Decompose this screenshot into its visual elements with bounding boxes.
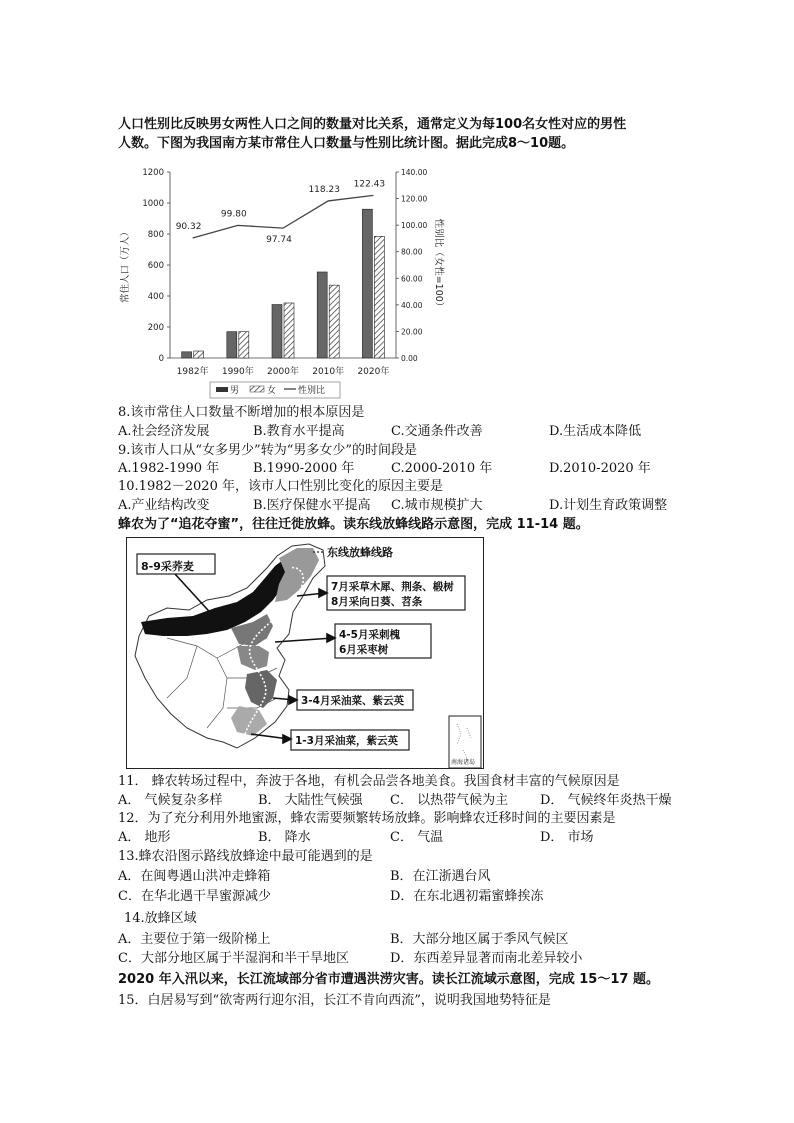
bar-male <box>272 305 282 358</box>
ratio-label: 90.32 <box>175 222 202 233</box>
q14-stem: 14.放蜂区域 <box>124 911 197 926</box>
x-tick-label: 1990年 <box>221 367 254 377</box>
legend-ratio-label: 性别比 <box>298 386 326 396</box>
q10-option-d[interactable]: D.计划生育政策调整 <box>549 498 668 513</box>
x-tick-label: 2010年 <box>312 367 345 377</box>
q13-option-d[interactable]: D．在东北遇初霜蜜蜂挨冻 <box>390 889 544 904</box>
left-tick-label: 600 <box>147 261 164 271</box>
left-axis-title: 常住人口（万人） <box>120 226 131 304</box>
q10-option-b[interactable]: B.医疗保健水平提高 <box>253 498 371 513</box>
right-tick-label: 60.00 <box>401 274 423 284</box>
bar-male <box>362 209 372 358</box>
map-box-buckwheat: 8-9采荞麦 <box>141 560 194 573</box>
q8-option-a[interactable]: A.社会经济发展 <box>118 424 210 439</box>
right-tick-label: 140.00 <box>401 168 428 177</box>
q15-stem: 15．白居易写到“欲寄两行迎尔泪，长江不肯向西流”，说明我国地势特征是 <box>118 993 551 1008</box>
bar-female <box>284 303 294 358</box>
q12-option-b[interactable]: B． 降水 <box>258 830 311 845</box>
x-tick-label: 2020年 <box>357 367 390 377</box>
bar-male <box>182 352 192 358</box>
ratio-label: 97.74 <box>266 235 292 246</box>
legend-male-swatch <box>216 387 228 392</box>
intro-3: 2020 年入汛以来，长江流域部分省市遭遇洪涝灾害。读长江流域示意图，完成 15～17 题。 <box>118 972 659 987</box>
bar-male <box>317 272 327 358</box>
q12-stem: 12．为了充分利用外地蜜源，蜂农需要频繁转场放蜂。影响蜂农迁移时间的主要因素是 <box>118 811 616 826</box>
map-box-locust-line1: 4-5月采刺槐 <box>339 629 400 641</box>
right-tick-label: 40.00 <box>401 300 423 310</box>
q10-option-a[interactable]: A.产业结构改变 <box>118 498 210 513</box>
right-axis-title: 性别比（女性=100） <box>433 218 444 312</box>
map-box-rapeseed-mar: 3-4月采油菜、紫云英 <box>301 695 404 707</box>
map-box-july-line2: 8月采向日葵、苕条 <box>331 596 423 608</box>
q13-option-a[interactable]: A．在闽粤遇山洪冲走蜂箱 <box>118 869 271 884</box>
legend-female-label: 女 <box>267 386 277 396</box>
left-tick-label: 400 <box>147 292 164 302</box>
q8-option-d[interactable]: D.生活成本降低 <box>549 424 642 439</box>
q14-option-c[interactable]: C．大部分地区属于半湿润和半干旱地区 <box>118 951 349 966</box>
bar-female <box>374 236 384 358</box>
map-box-locust-line2: 6月采枣树 <box>339 644 389 656</box>
left-tick-label: 1200 <box>142 168 164 178</box>
q9-option-b[interactable]: B.1990-2000 年 <box>253 461 355 476</box>
bee-route-map <box>126 537 484 769</box>
bar-female <box>194 351 204 358</box>
q13-option-b[interactable]: B．在江浙遇台风 <box>390 869 491 884</box>
map-box-july-line1: 7月采草木犀、荆条、椴树 <box>331 581 454 593</box>
right-tick-label: 0.00 <box>401 354 418 363</box>
population-chart <box>118 160 448 405</box>
q11-option-b[interactable]: B． 大陆性气候强 <box>258 793 363 808</box>
q13-option-c[interactable]: C．在华北遇干旱蜜源减少 <box>118 889 271 904</box>
right-tick-label: 80.00 <box>401 247 423 257</box>
intro-2: 蜂农为了“追花夺蜜”，往往迁徙放蜂。读东线放蜂线路示意图，完成 11-14 题。 <box>118 517 589 532</box>
q8-option-b[interactable]: B.教育水平提高 <box>253 424 345 439</box>
q14-option-a[interactable]: A．主要位于第一级阶梯上 <box>118 932 271 947</box>
left-tick-label: 200 <box>147 323 164 333</box>
q12-option-d[interactable]: D． 市场 <box>540 830 594 845</box>
ratio-line <box>193 195 374 238</box>
bar-female <box>239 332 249 358</box>
left-tick-label: 0 <box>158 354 164 364</box>
right-tick-label: 120.00 <box>401 194 428 204</box>
q13-stem: 13.蜂农沿图示路线放蜂途中最可能遇到的是 <box>118 849 373 864</box>
x-tick-label: 2000年 <box>267 367 299 377</box>
left-tick-label: 1000 <box>142 199 164 209</box>
q12-option-a[interactable]: A． 地形 <box>118 830 171 845</box>
right-tick-label: 20.00 <box>401 327 423 337</box>
intro-line-2: 人数。下图为我国南方某市常住人口数量与性别比统计图。据此完成8～10题。 <box>118 136 575 151</box>
q14-option-b[interactable]: B．大部分地区属于季风气候区 <box>390 932 569 947</box>
q9-option-c[interactable]: C.2000-2010 年 <box>391 461 493 476</box>
q9-stem: 9.该市人口从“女多男少”转为“男多女少”的时间段是 <box>118 443 417 458</box>
q10-option-c[interactable]: C.城市规模扩大 <box>391 498 483 513</box>
map-legend-label: 东线放蜂线路 <box>327 546 393 559</box>
q11-option-a[interactable]: A． 气候复杂多样 <box>118 793 223 808</box>
bar-female <box>329 285 339 358</box>
legend-male-label: 男 <box>230 386 240 396</box>
q8-stem: 8.该市常住人口数量不断增加的根本原因是 <box>118 405 365 420</box>
q9-option-d[interactable]: D.2010-2020 年 <box>549 461 651 476</box>
q9-option-a[interactable]: A.1982-1990 年 <box>118 461 220 476</box>
q14-option-d[interactable]: D．东西差异显著而南北差异较小 <box>390 951 583 966</box>
q10-stem: 10.1982－2020 年，该市人口性别比变化的原因主要是 <box>118 479 443 494</box>
left-tick-label: 800 <box>147 230 164 240</box>
q12-option-c[interactable]: C． 气温 <box>390 830 444 845</box>
ratio-label: 122.43 <box>353 179 386 190</box>
right-tick-label: 100.00 <box>401 221 428 231</box>
q11-option-d[interactable]: D． 气候终年炎热干燥 <box>540 793 672 808</box>
q11-stem: 11． 蜂农转场过程中，奔波于各地，有机会品尝各地美食。我国食材丰富的气候原因是 <box>118 774 620 789</box>
ratio-label: 118.23 <box>308 184 340 195</box>
q11-option-c[interactable]: C． 以热带气候为主 <box>390 793 509 808</box>
bar-male <box>227 332 237 358</box>
ratio-label: 99.80 <box>220 209 247 220</box>
intro-line-1: 人口性别比反映男女两性人口之间的数量对比关系，通常定义为每100名女性对应的男性 <box>118 117 627 132</box>
x-tick-label: 1982年 <box>176 367 209 377</box>
map-box-rapeseed-jan: 1-3月采油菜，紫云英 <box>295 735 398 747</box>
map-inset-label: 南海诸岛 <box>451 759 476 766</box>
q8-option-c[interactable]: C.交通条件改善 <box>391 424 483 439</box>
legend-female-swatch <box>250 386 264 392</box>
